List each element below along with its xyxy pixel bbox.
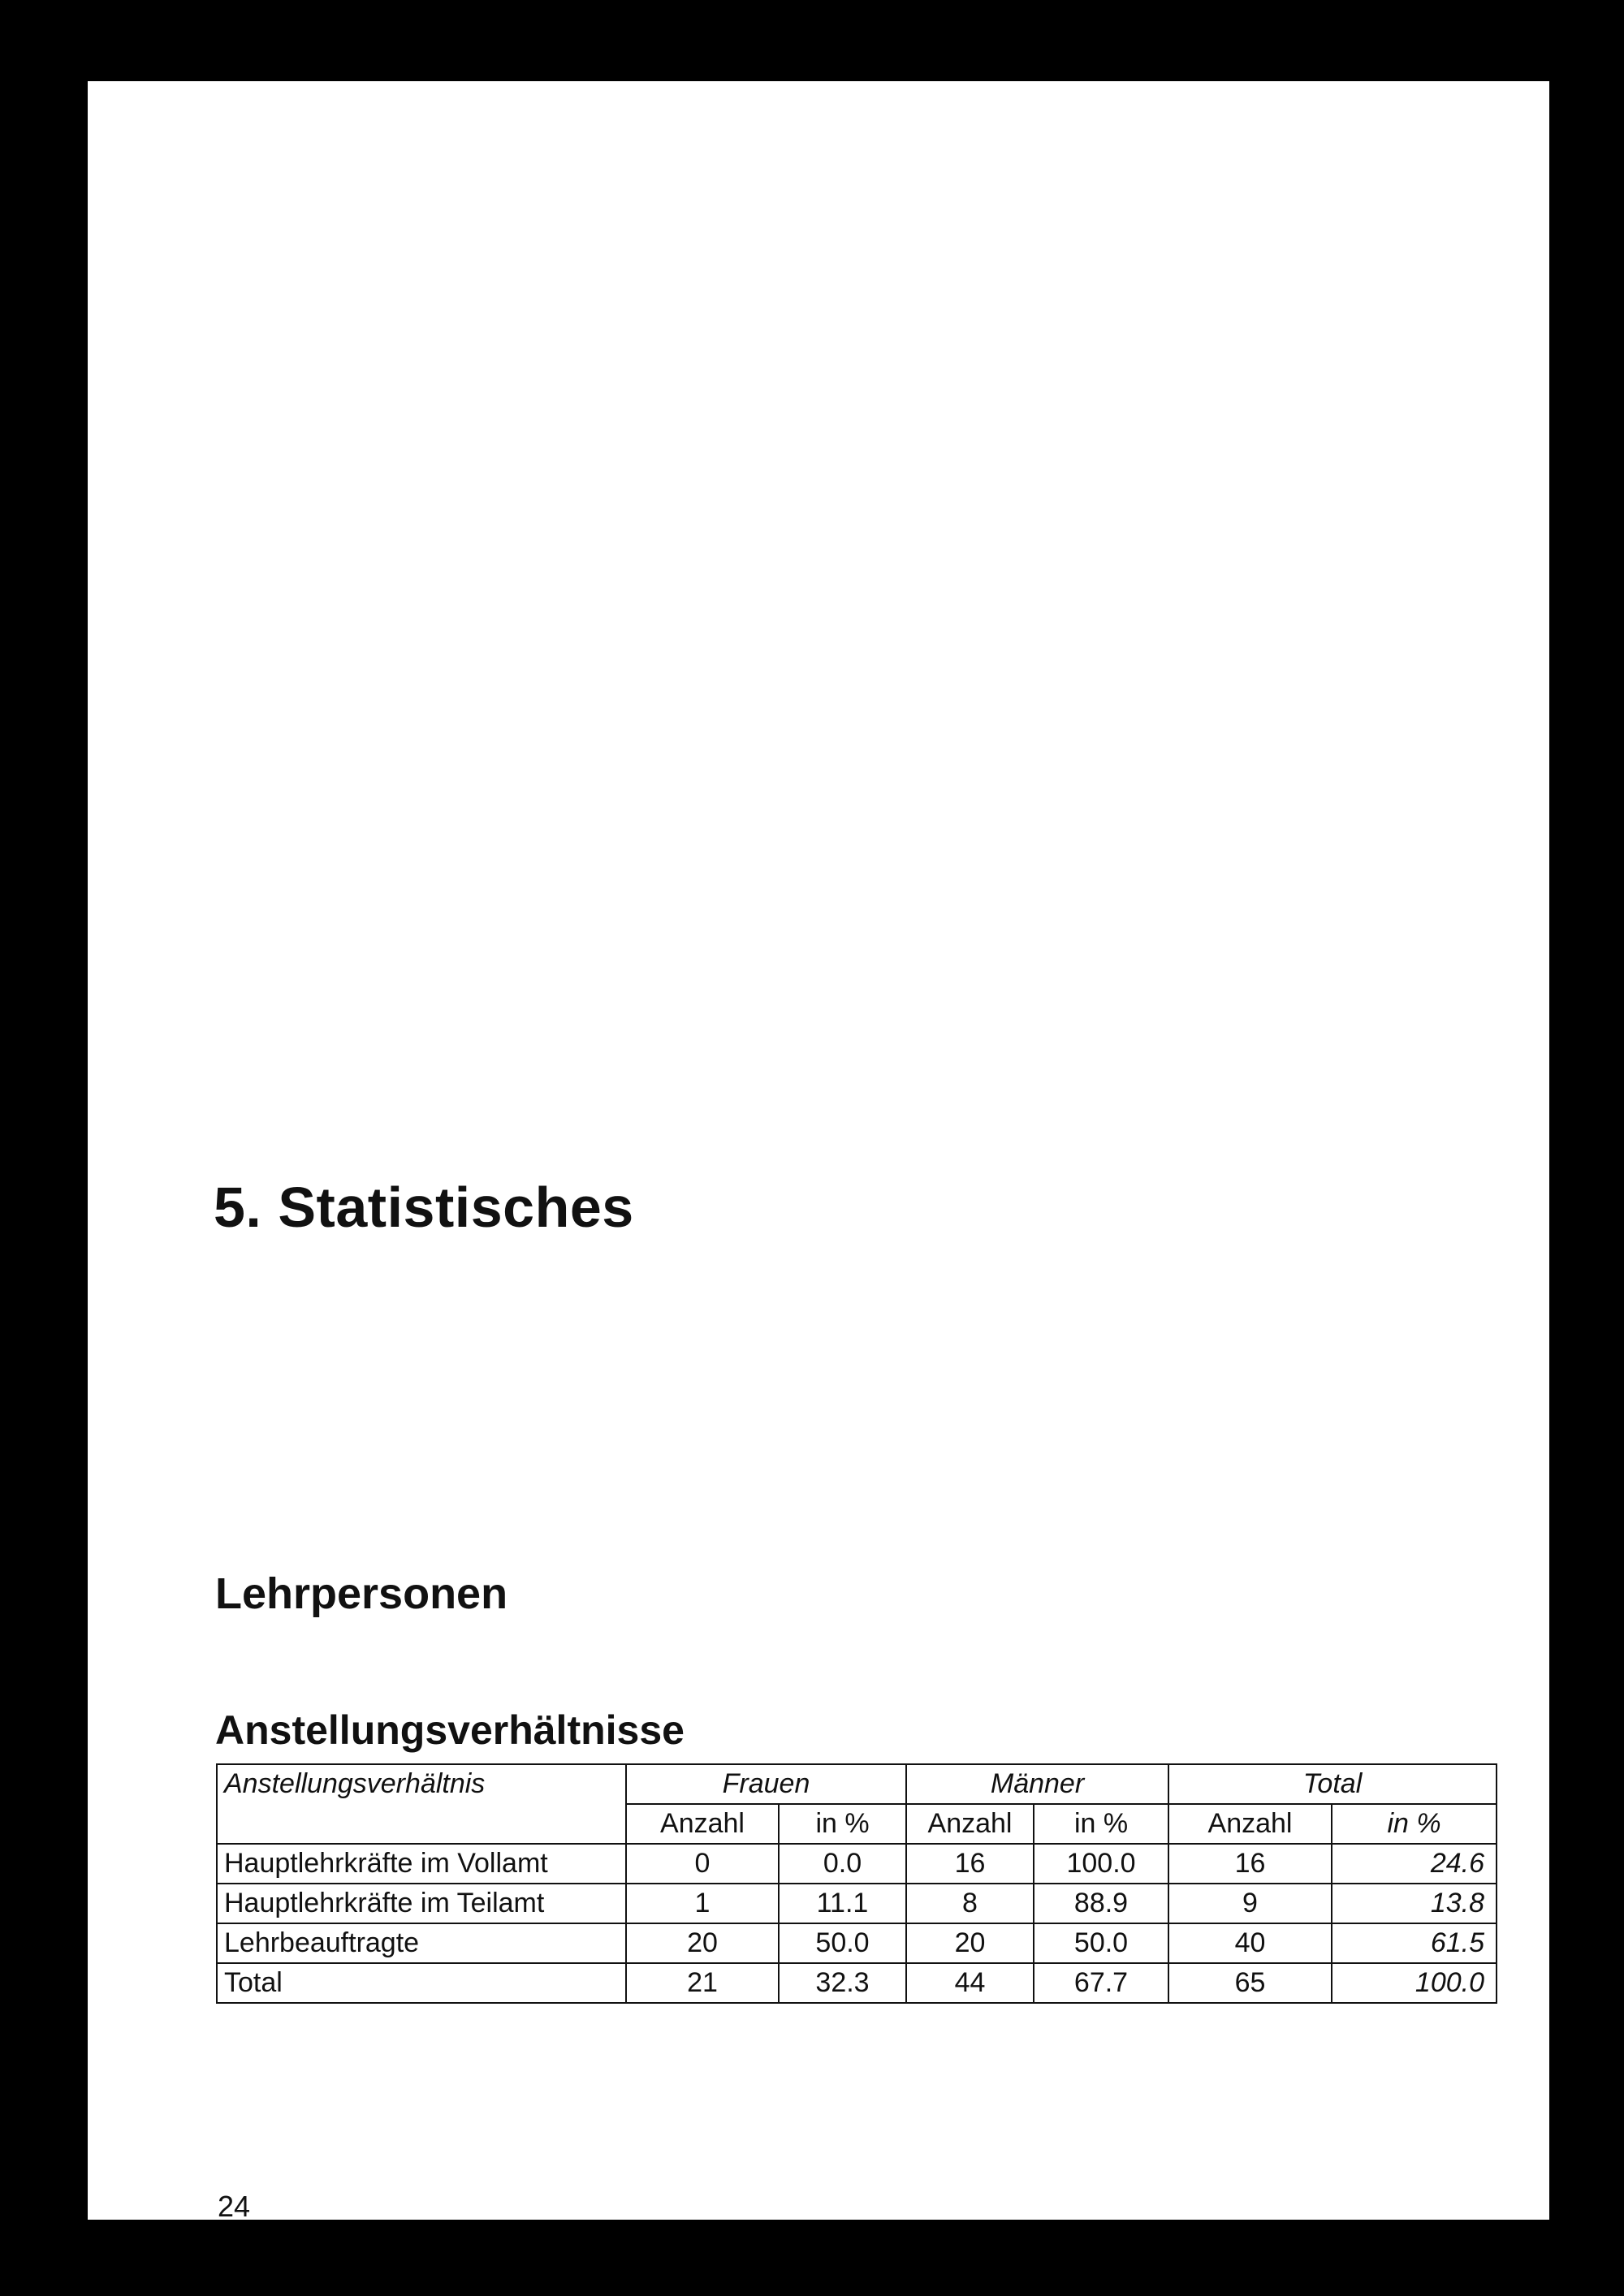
chapter-title: 5. Statistisches: [214, 1176, 634, 1239]
table-cell: 13.8: [1332, 1884, 1497, 1923]
table-cell: 61.5: [1332, 1923, 1497, 1963]
table-cell: 67.7: [1034, 1963, 1168, 2003]
table-cell: 8: [906, 1884, 1034, 1923]
table-cell: 50.0: [1034, 1923, 1168, 1963]
document-page: [88, 81, 1549, 2223]
subheader-cell: Anzahl: [906, 1804, 1034, 1844]
row-label: Lehrbeauftragte: [217, 1923, 626, 1963]
group-header-maenner: Männer: [906, 1764, 1168, 1804]
employment-table: [216, 1763, 1497, 2004]
table-cell: 1: [626, 1884, 779, 1923]
group-header-frauen: Frauen: [626, 1764, 906, 1804]
table-cell: 88.9: [1034, 1884, 1168, 1923]
subheader-cell: in %: [1034, 1804, 1168, 1844]
table-cell: 100.0: [1332, 1963, 1497, 2003]
table-row-total: [217, 1963, 1497, 2003]
table-cell: 44: [906, 1963, 1034, 2003]
subheader-cell: Anzahl: [1168, 1804, 1332, 1844]
table-cell: 11.1: [779, 1884, 906, 1923]
row-label: Total: [217, 1963, 626, 2003]
table-cell: 0.0: [779, 1844, 906, 1884]
table-cell: 16: [1168, 1844, 1332, 1884]
section-title: Lehrpersonen: [215, 1569, 508, 1618]
table-header-row: [217, 1764, 1497, 1804]
table-row: [217, 1884, 1497, 1923]
subsection-title: Anstellungsverhältnisse: [215, 1707, 685, 1753]
table-cell: 32.3: [779, 1963, 906, 2003]
table-cell: 65: [1168, 1963, 1332, 2003]
table-cell: 24.6: [1332, 1844, 1497, 1884]
table-cell: 16: [906, 1844, 1034, 1884]
row-label: Hauptlehrkräfte im Teilamt: [217, 1884, 626, 1923]
table-cell: 20: [906, 1923, 1034, 1963]
row-label: Hauptlehrkräfte im Vollamt: [217, 1844, 626, 1884]
table-cell: 21: [626, 1963, 779, 2003]
table-cell: 9: [1168, 1884, 1332, 1923]
table-row: [217, 1923, 1497, 1963]
table-cell: 20: [626, 1923, 779, 1963]
subheader-cell: in %: [1332, 1804, 1497, 1844]
table-row: [217, 1844, 1497, 1884]
subheader-cell: in %: [779, 1804, 906, 1844]
table-cell: 0: [626, 1844, 779, 1884]
group-header-total: Total: [1168, 1764, 1497, 1804]
page-number: 24: [218, 2190, 251, 2223]
table-cell: 100.0: [1034, 1844, 1168, 1884]
table-cell: 40: [1168, 1923, 1332, 1963]
subheader-cell: Anzahl: [626, 1804, 779, 1844]
table-cell: 50.0: [779, 1923, 906, 1963]
corner-header: Anstellungsverhältnis: [217, 1764, 626, 1844]
